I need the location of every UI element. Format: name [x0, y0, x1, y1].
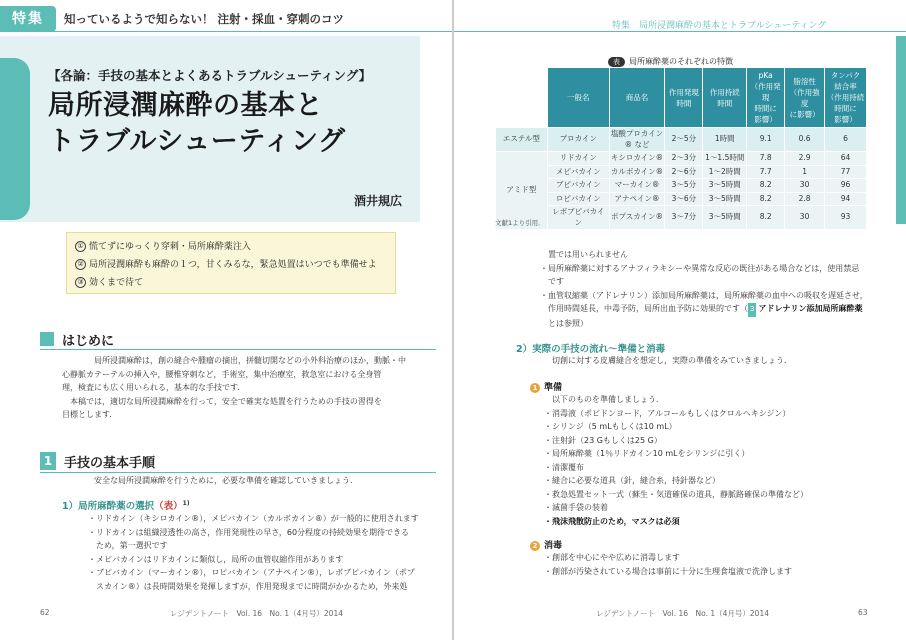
table-cell: 1～2時間	[703, 165, 747, 179]
bullet-line: ・局所麻酔薬に対するアナフィラキシーや異常な反応の既往がある場合などは，使用禁忌	[540, 263, 860, 273]
table-cell: 7.8	[747, 152, 785, 166]
step-1-list	[544, 393, 808, 528]
list-item: ・清潔覆布	[544, 462, 584, 472]
key-points-box	[66, 232, 396, 294]
table-cell: ロピバカイン	[547, 192, 609, 206]
table-cell: 8.2	[747, 192, 785, 206]
key-point-text: 局所浸潤麻酔も麻酔の１つ，甘くみるな，緊急処置はいつでも準備せよ	[89, 260, 377, 270]
bullet-line: ・ブピバカイン（マーカイン®），ロピバカイン（アナペイン®），レボブピバカイン（ポプ	[88, 568, 415, 577]
bullet-line: ・リドカイン（キシロカイン®），メピバカイン（カルボカイン®）が一般的に使用されます	[88, 514, 419, 523]
table-cell: レボブピバカイン	[547, 206, 609, 230]
table-cell: 7.7	[747, 165, 785, 179]
journal-footer: レジデントノート Vol. 16 No. 1（4月号）2014	[170, 609, 343, 618]
list-item: ・救急処置セット一式（蘇生・気道確保の道具，静脈路確保の準備など）	[544, 489, 808, 499]
table-cell: 3～5時間	[703, 179, 747, 193]
page-number: 62	[40, 608, 50, 617]
paragraph-line: 目標とします．	[62, 410, 118, 419]
table-cell: 2～3分	[665, 152, 703, 166]
table-cell: 3～5時間	[703, 192, 747, 206]
author: 酒井規広	[354, 194, 403, 208]
table-cell: 64	[825, 152, 867, 166]
table-header: 脂溶性 （作用強度 に影響）	[785, 68, 825, 128]
paragraph-line: 本稿では，適切な局所浸潤麻酔を行って，安全で確実な処置を行うための手技の習得を	[70, 396, 382, 406]
table-cell: 3～6分	[665, 192, 703, 206]
table-cell: 96	[825, 179, 867, 193]
feature-badge: 特集	[0, 6, 56, 32]
drug-type-cell: アミド型	[496, 152, 548, 230]
table-cell: 1時間	[703, 128, 747, 152]
table-cell: 3～5分	[665, 179, 703, 193]
table-cell: 2～6分	[665, 165, 703, 179]
bullet-line: スカイン®）は長時間効果を発揮しますが，作用発現までに時間がかかるため，外来処	[88, 581, 408, 591]
table-header: pKa （作用発現 時間に 影響）	[747, 68, 785, 128]
section-title: 手技の基本手順	[64, 456, 156, 471]
table-cell: 30	[785, 206, 825, 230]
page-number: 63	[858, 608, 868, 617]
paragraph-line: 安全な局所浸潤麻酔を行うために，必要な準備を確認していきましょう．	[94, 476, 358, 485]
table-cell: キシロカイン®	[609, 152, 665, 166]
table-header-row	[496, 68, 867, 128]
table-caption-text: 局所麻酔薬のそれぞれの特徴	[629, 57, 733, 66]
table-tag: 表	[608, 57, 625, 67]
right-header: 特集 局所浸潤麻酔の基本とトラブルシューティング	[612, 21, 827, 31]
subheading-drug-selection	[62, 498, 190, 512]
table-row	[496, 128, 867, 152]
step-number-icon: 1	[530, 383, 540, 393]
table-header: 作用発現 時間	[665, 68, 703, 128]
list-item-emphasis: ・飛沫飛散防止のため，マスクは必須	[544, 516, 680, 526]
paragraph-line: 理，検査にも広く用いられる，基本的な手技です．	[62, 383, 246, 392]
continued-bullets	[540, 248, 868, 330]
intro-heading-text: はじめに	[62, 334, 115, 349]
section-1-heading	[40, 451, 436, 473]
side-tab	[896, 36, 906, 224]
table-row	[496, 192, 867, 206]
table-cell: 2.9	[785, 152, 825, 166]
table-corner	[496, 68, 548, 128]
section-number: 1	[40, 452, 56, 470]
gutter	[452, 0, 454, 640]
table-cell: 1	[785, 165, 825, 179]
header-rule	[454, 31, 906, 32]
list-item: ・消毒液（ポビドンヨード，アルコールもしくはクロルヘキシジン）	[544, 408, 791, 418]
key-point-text: 効くまで待て	[89, 278, 144, 288]
step-1-heading	[530, 380, 562, 393]
list-item: ・注射針（23 Gもしくは25 G）	[544, 435, 662, 445]
table-cell: 8.2	[747, 206, 785, 230]
table-cell: 93	[825, 206, 867, 230]
key-point-number: ①	[75, 241, 86, 252]
key-point-number: ②	[75, 259, 86, 270]
table-note: 文献1より引用．	[495, 219, 545, 227]
procedure-intro	[552, 354, 792, 368]
header-rule	[0, 31, 452, 32]
table-cell: 6	[825, 128, 867, 152]
article-title	[48, 88, 346, 160]
journal-footer: レジデントノート Vol. 16 No. 1（4月号）2014	[596, 609, 769, 618]
intro-body	[62, 354, 406, 422]
bullet-line: とは参照）	[540, 318, 588, 328]
table-cell: 3～7分	[665, 206, 703, 230]
drug-type-cell: エステル型	[496, 128, 548, 152]
table-cell: リドカイン	[547, 152, 609, 166]
left-page	[0, 0, 452, 640]
section-ref-badge: 3	[748, 303, 756, 317]
bullet-line: です	[540, 277, 564, 286]
list-item: ・創部を中心にやや広めに消毒します	[544, 553, 680, 562]
key-point	[75, 275, 143, 288]
subheading-text: 1）局所麻酔薬の選択	[62, 501, 155, 512]
section-category: 【各論：手技の基本とよくあるトラブルシューティング】	[48, 68, 372, 83]
section-ref-link[interactable]: アドレナリン添加局所麻酔薬	[758, 304, 863, 313]
table-row	[496, 152, 867, 166]
table-cell: 0.6	[785, 128, 825, 152]
key-point-text: 慌てずにゆっくり穿刺・局所麻酔薬注入	[89, 242, 251, 252]
table-cell: マーカイン®	[609, 179, 665, 193]
table-cell: 1～1.5時間	[703, 152, 747, 166]
table-cell: アナペイン®	[609, 192, 665, 206]
key-point-number: ③	[75, 277, 86, 288]
table-row	[496, 206, 867, 230]
list-item: ・縫合に必要な道具（針，縫合糸，持針器など）	[544, 476, 720, 485]
step-title: 消毒	[544, 541, 563, 551]
table-row	[496, 165, 867, 179]
key-point	[75, 239, 251, 252]
table-cell: 3～5時間	[703, 206, 747, 230]
feature-title: 知っているようで知らない！ 注射・採血・穿刺のコツ	[64, 12, 345, 26]
key-point	[75, 257, 377, 270]
table-header: 商品名	[609, 68, 665, 128]
bullet-line: 置では用いられません	[540, 250, 628, 259]
table-cell: ブピバカイン	[547, 179, 609, 193]
heading-square-icon	[40, 332, 54, 346]
bullet-line: ・リドカインは組織浸透性の高さ，作用発現性の早さ，60分程度の持続効果を期待できる	[88, 527, 410, 537]
table-cell: 94	[825, 192, 867, 206]
subheading-procedure: 2）実際の手技の流れ～準備と消毒	[516, 344, 666, 355]
step-title: 準備	[544, 383, 563, 393]
step-number-icon: 2	[530, 541, 540, 551]
table-cell: メピバカイン	[547, 165, 609, 179]
section-1-body	[94, 474, 358, 488]
bullet-line: ・メピバカインはリドカインに類似し，局所の血管収縮作用があります	[88, 554, 344, 564]
bullet-line: 作用時間延長，中毒予防，局所出血予防に効果的です（ 3 アドレナリン添加局所麻酔薬	[540, 302, 868, 317]
bullet-line: ・血管収縮薬（アドレナリン）添加局所麻酔薬は，局所麻酔薬の血中への吸収を遅延させ，	[540, 290, 868, 300]
citation-ref: 1)	[182, 499, 190, 507]
table-cell: 2.8	[785, 192, 825, 206]
intro-heading	[40, 330, 436, 350]
table-cell: カルボカイン®	[609, 165, 665, 179]
article-title-line1: 局所浸潤麻酔の基本と	[48, 90, 323, 121]
table-cell: 2～5分	[665, 128, 703, 152]
list-item: ・シリンジ（5 mLもしくは10 mL）	[544, 422, 677, 431]
table-cell: 9.1	[747, 128, 785, 152]
anesthetic-table	[495, 67, 867, 230]
list-item: ・局所麻酔薬（1％リドカイン10 mLをシリンジに引く）	[544, 449, 750, 458]
table-caption	[608, 56, 733, 67]
step-2-heading	[530, 538, 562, 551]
list-item: ・滅菌手袋の装着	[544, 503, 608, 512]
left-header	[0, 6, 452, 32]
table-cell: 30	[785, 179, 825, 193]
table-header: 一般名	[547, 68, 609, 128]
paragraph-line: 心静脈カテーテルの挿入や，腰椎穿刺など，手術室，集中治療室，救急室における全身管	[62, 369, 382, 379]
paragraph-line: 切創に対する皮膚縫合を想定し，実際の準備をみていきましょう．	[552, 356, 792, 365]
table-cell: 77	[825, 165, 867, 179]
table-ref-link[interactable]: （表）	[154, 501, 183, 512]
drug-selection-bullets	[88, 512, 419, 593]
table-cell: プロカイン	[547, 128, 609, 152]
table-row	[496, 179, 867, 193]
table-header: 作用持続 時間	[703, 68, 747, 128]
paragraph-line: 局所浸潤麻酔は，創の縫合や腫瘤の摘出，拼髄切開などの小外科治療のほか，動脈・中	[94, 356, 406, 365]
paragraph-line: 以下のものを準備しましょう．	[552, 395, 664, 404]
table-header: タンパク 結合率 （作用持続 時間に 影響）	[825, 68, 867, 128]
bullet-line: ため，第一選択です	[88, 541, 168, 550]
step-2-list	[544, 551, 792, 578]
list-item: ・創部が汚染されている場合は事前に十分に生理食塩液で洗浄します	[544, 566, 792, 576]
article-title-line2: トラブルシューティング	[48, 126, 346, 157]
table-cell: ポプスカイン®	[609, 206, 665, 230]
table-cell: 8.2	[747, 179, 785, 193]
table-cell: 塩酸プロカイン® など	[609, 128, 665, 152]
title-tab	[0, 58, 30, 220]
